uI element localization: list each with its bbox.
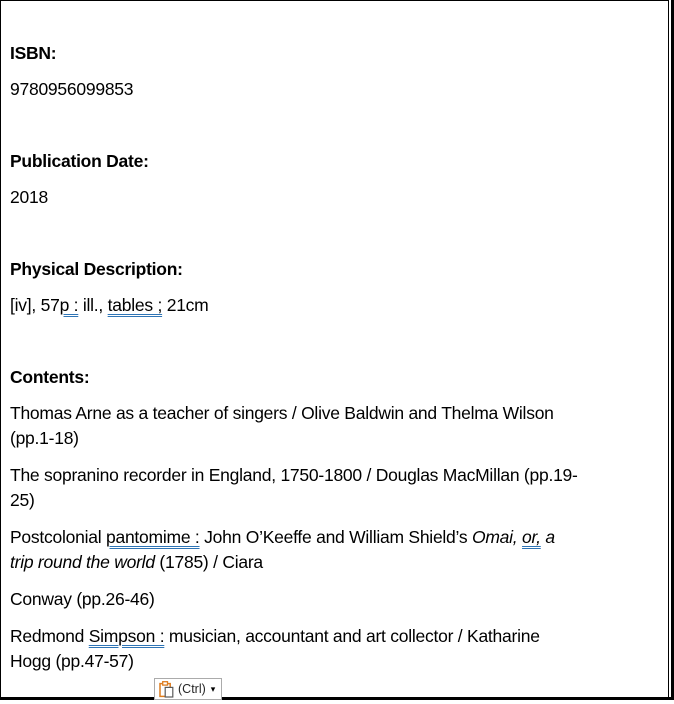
text-run: (1785) / Ciara (154, 552, 263, 572)
text-run: 2018 (10, 187, 48, 207)
grammar-flagged-text: pantomime : (105, 527, 200, 547)
empty-paragraph (10, 221, 652, 246)
text-run: 21cm (162, 295, 209, 315)
field-value (10, 293, 652, 318)
bibliographic-fields (10, 41, 652, 354)
text-run: Omai, (471, 527, 523, 547)
contents-paragraph (10, 463, 652, 513)
field-label: ISBN: (10, 43, 57, 63)
grammar-flagged-text: tables ; (107, 295, 163, 315)
grammar-flagged-text: p : (59, 295, 79, 315)
field-label: Physical Description: (10, 259, 183, 279)
text-run: 25) (10, 490, 35, 510)
empty-paragraph (10, 329, 652, 354)
contents-paragraph (10, 624, 652, 674)
text-run: musician, accountant and art collector / Katharine (164, 626, 540, 646)
cell-bottom-border (0, 697, 674, 700)
grammar-flagged-text: Simpson : (88, 626, 165, 646)
field-value (10, 185, 652, 210)
grammar-flagged-text: or, (522, 527, 541, 547)
chevron-down-icon: ▾ (210, 683, 216, 694)
page-edge-line (671, 0, 674, 700)
field-value (10, 77, 652, 102)
text-run: Redmond (10, 626, 89, 646)
clipboard-icon (159, 681, 174, 698)
text-run: trip round the world (10, 552, 155, 572)
empty-paragraph (10, 113, 652, 138)
text-run: Postcolonial (10, 527, 106, 547)
contents-paragraph (10, 525, 652, 575)
text-run: The sopranino recorder in England, 1750-1800 / Douglas MacMillan (pp.19- (10, 465, 578, 485)
contents-label: Contents: (10, 367, 90, 387)
field-label: Publication Date: (10, 151, 149, 171)
contents-paragraph (10, 587, 652, 612)
paste-options-button[interactable] (154, 678, 222, 700)
contents-list (10, 401, 652, 674)
text-run: (pp.1-18) (10, 428, 79, 448)
text-run: ill., (78, 295, 108, 315)
text-run: a (540, 527, 555, 547)
contents-paragraph (10, 401, 652, 451)
text-run: [iv], 57 (10, 295, 60, 315)
paste-options-label: (Ctrl) (178, 682, 206, 696)
text-run: Conway (pp.26-46) (10, 589, 155, 609)
text-run: 9780956099853 (10, 79, 134, 99)
text-run: Thomas Arne as a teacher of singers / Olive Baldwin and Thelma Wilson (10, 403, 554, 423)
text-run: Hogg (pp.47-57) (10, 651, 134, 671)
text-run: John O’Keeffe and William Shield’s (199, 527, 472, 547)
